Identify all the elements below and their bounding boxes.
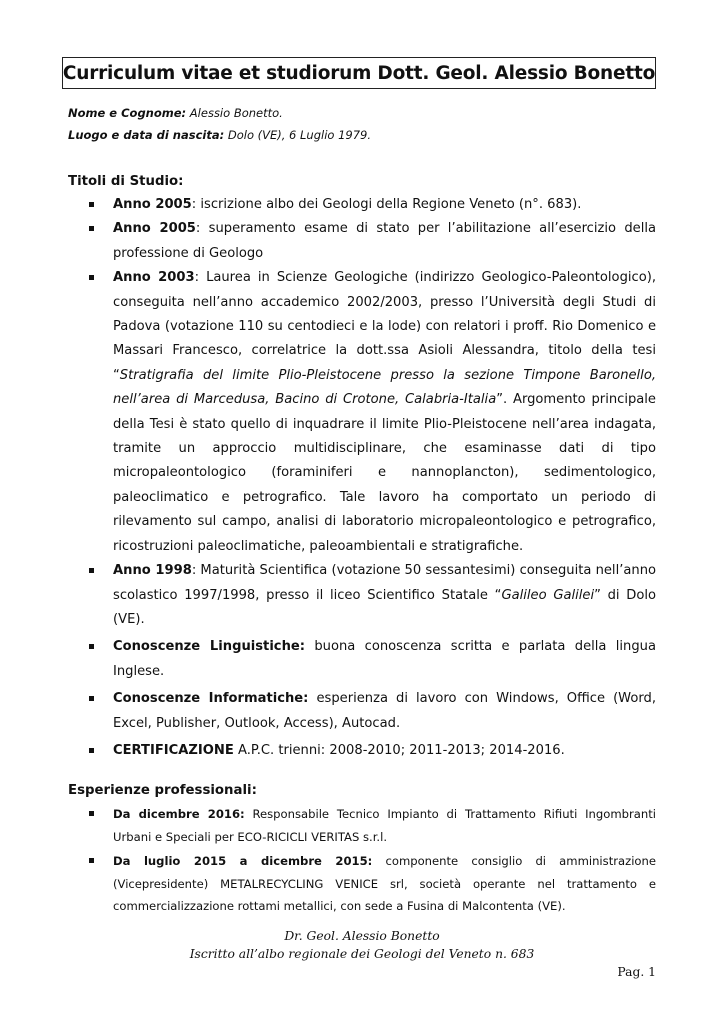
list-item <box>88 850 656 918</box>
list-item <box>88 559 656 632</box>
item-keyword: Da luglio 2015 a dicembre 2015: <box>113 854 373 868</box>
item-text: A.P.C. trienni: 2008-2010; 2011-2013; 2014-2016. <box>233 742 565 758</box>
birth-value: Dolo (VE), 6 Luglio 1979. <box>224 128 372 142</box>
list-item <box>88 687 656 736</box>
item-keyword: Conoscenze Linguistiche: <box>113 639 306 655</box>
list-item <box>88 193 656 217</box>
list-item <box>88 635 656 684</box>
item-text: : iscrizione albo dei Geologi della Regione Veneto (n°. 683). <box>191 197 582 212</box>
item-tail: ”. Argomento principale della Tesi è stato quello di inquadrare il limite Plio-Pleistocene nell’area indagata, tramite un approccio multidisciplinare, che esaminasse dati di tipo micropaleontologico (foraminiferi e nannoplancton), sedimentologico, paleoclimatico e petrografico. Tale lavoro ha comportato un periodo di rilevamento sul campo, analisi di laboratorio micropaleontologico e petrografico, ricostruzioni paleoclimatiche, paleoambientali e stratigrafiche. <box>113 392 656 554</box>
page-number: Pag. 1 <box>617 965 656 979</box>
item-keyword: Anno 2005 <box>113 221 196 237</box>
item-tail: ” di Dolo (VE). <box>113 587 656 627</box>
list-item <box>88 739 656 763</box>
item-text: buona conoscenza scritta e parlata della lingua Inglese. <box>113 639 656 679</box>
item-text: : Maturità Scientifica (votazione 50 sessantesimi) conseguita nell’anno scolastico 1997/1998, presso il liceo Scientifico Statale “ <box>113 563 657 603</box>
list-item <box>88 266 656 559</box>
item-keyword: CERTIFICAZIONE <box>113 742 234 758</box>
footer-author: Dr. Geol. Alessio Bonetto <box>284 929 440 943</box>
list-item <box>88 803 656 848</box>
birth-line <box>68 128 371 142</box>
item-text: : Laurea in Scienze Geologiche (indirizzo Geologico-Paleontologico), conseguita nell’anno accademico 2002/2003, presso l’Università degli Studi di Padova (votazione 110 su centodieci e la lode) con relatori i proff. Rio Domenico e Massari Francesco, correlatrice la dott.ssa Asioli Alessandra, titolo della tesi “ <box>113 270 656 383</box>
item-text: componente consiglio di amministrazione (Vicepresidente) METALRECYCLING VENICE srl, società operante nel trattamento e commercializzazione rottami metallici, con sede a Fusina di Malcontenta (VE). <box>113 854 656 913</box>
item-italic: Galileo Galilei <box>501 587 595 603</box>
document-title: Curriculum vitae et studiorum Dott. Geol. Alessio Bonetto <box>62 57 656 89</box>
section-heading-titoli: Titoli di Studio: <box>68 174 184 189</box>
item-keyword: Anno 2003 <box>113 270 195 286</box>
item-text: : superamento esame di stato per l’abilitazione all’esercizio della professione di Geologo <box>113 221 656 261</box>
name-line <box>68 106 283 120</box>
item-text: esperienza di lavoro con Windows, Office (Word, Excel, Publisher, Outlook, Access), Autocad. <box>113 691 656 731</box>
item-keyword: Conoscenze Informatiche: <box>113 691 309 707</box>
esperienze-list <box>88 803 656 918</box>
birth-label: Luogo e data di nascita: <box>68 128 225 142</box>
titoli-list <box>88 193 656 763</box>
item-keyword: Anno 2005 <box>113 197 192 212</box>
item-text: Responsabile Tecnico Impianto di Trattamento Rifiuti Ingombranti Urbani e Speciali per ECO-RICICLI VERITAS s.r.l. <box>113 807 656 844</box>
list-item <box>88 217 656 266</box>
section-heading-esperienze: Esperienze professionali: <box>68 783 257 798</box>
item-italic: Stratigrafia del limite Plio-Pleistocene presso la sezione Timpone Baronello, nell’area di Marcedusa, Bacino di Crotone, Calabria-Italia <box>113 367 656 408</box>
name-label: Nome e Cognome: <box>68 106 187 120</box>
item-keyword: Da dicembre 2016: <box>113 807 245 821</box>
name-value: Alessio Bonetto. <box>186 106 283 120</box>
item-keyword: Anno 1998 <box>113 563 192 579</box>
footer-registration: Iscritto all’albo regionale dei Geologi del Veneto n. 683 <box>189 947 535 961</box>
